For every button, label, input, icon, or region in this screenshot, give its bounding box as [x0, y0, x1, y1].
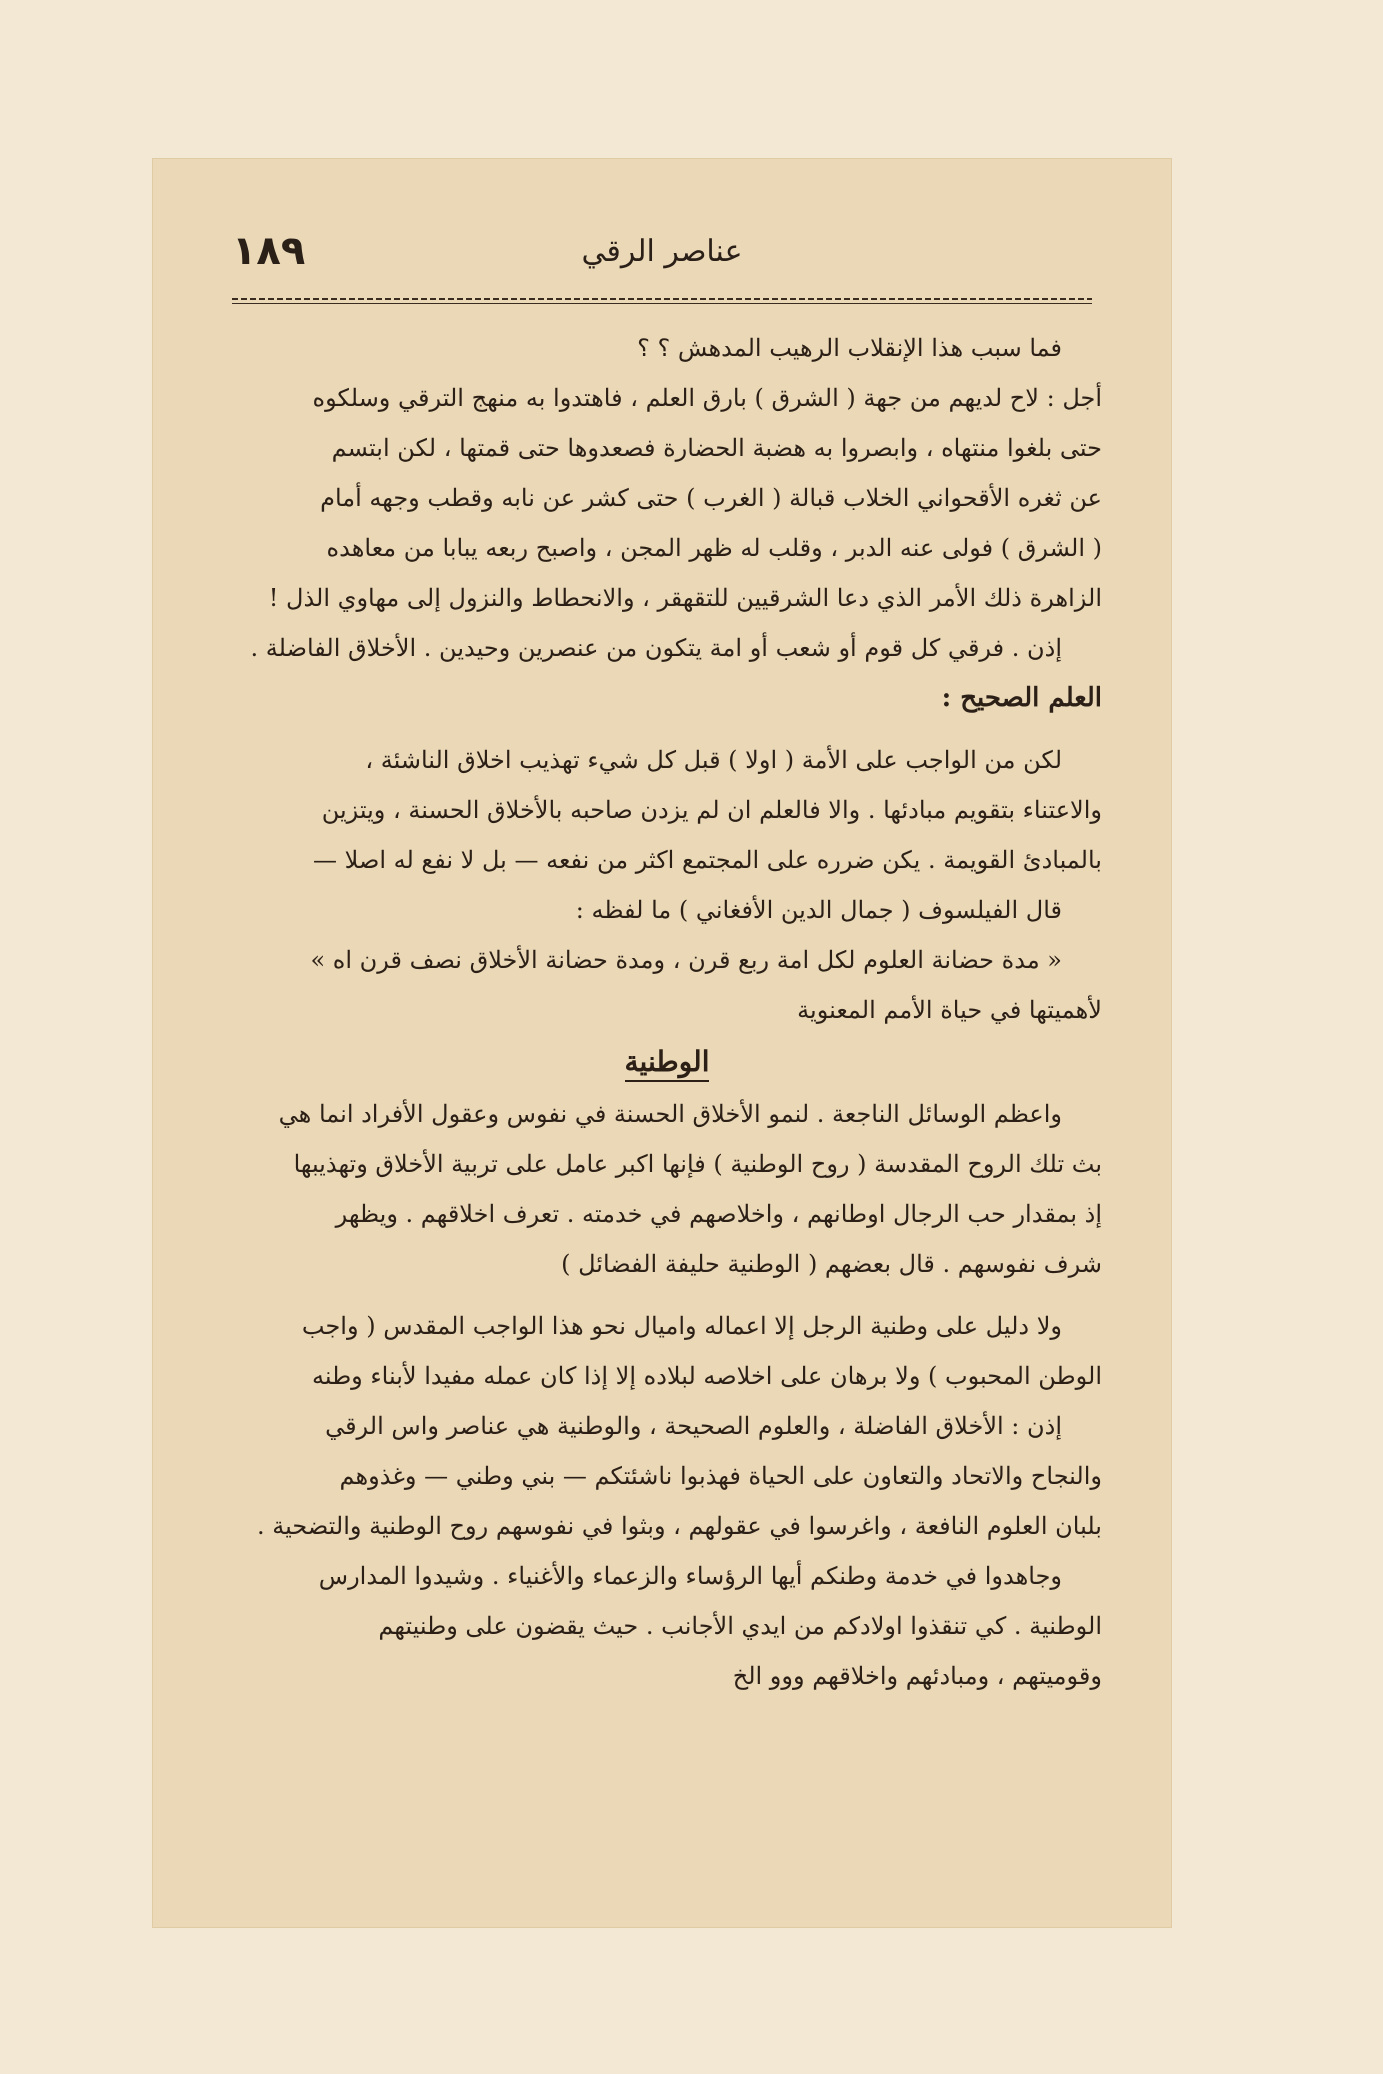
running-title: عناصر الرقي — [581, 234, 743, 269]
text-line: أجل : لاح لديهم من جهة ( الشرق ) بارق العلم ، فاهتدوا به منهج الترقي وسلكوه — [312, 384, 1102, 412]
text-line: والاعتناء بتقويم مبادئها . والا فالعلم ان لم يزدن صاحبه بالأخلاق الحسنة ، ويتزين — [321, 796, 1102, 824]
section-heading — [232, 1035, 1102, 1089]
quote-line: « مدة حضانة العلوم لكل امة ربع قرن ، ومدة حضانة الأخلاق نصف قرن اه » — [310, 946, 1062, 974]
text-line: لأهميتها في حياة الأمم المعنوية — [797, 996, 1102, 1024]
page-header — [232, 228, 1092, 288]
text-line: إذن : الأخلاق الفاضلة ، والعلوم الصحيحة ، والوطنية هي عناصر واس الرقي — [325, 1412, 1062, 1440]
text-line: وجاهدوا في خدمة وطنكم أيها الرؤساء والزعماء والأغنياء . وشيدوا المدارس — [318, 1562, 1062, 1590]
header-rule — [232, 298, 1092, 304]
text-line: لكن من الواجب على الأمة ( اولا ) قبل كل شيء تهذيب اخلاق الناشئة ، — [365, 746, 1062, 774]
page-body — [232, 323, 1102, 1701]
text-line: إذ بمقدار حب الرجال اوطانهم ، واخلاصهم في خدمته . تعرف اخلاقهم . ويظهر — [335, 1200, 1102, 1228]
text-line: قال الفيلسوف ( جمال الدين الأفغاني ) ما لفظه : — [575, 896, 1062, 924]
section-heading-text: الوطنية — [625, 1045, 710, 1082]
text-line: عن ثغره الأقحواني الخلاب قبالة ( الغرب ) حتى كشر عن نابه وقطب وجهه أمام — [320, 484, 1102, 512]
text-line: بث تلك الروح المقدسة ( روح الوطنية ) فإنها اكبر عامل على تربية الأخلاق وتهذيبها — [293, 1150, 1102, 1178]
page-number: ١٨٩ — [232, 228, 306, 274]
text-line: الزاهرة ذلك الأمر الذي دعا الشرقيين للتقهقر ، والانحطاط والنزول إلى مهاوي الذل ! — [268, 584, 1102, 612]
book-page — [152, 158, 1172, 1928]
text-line: والنجاح والاتحاد والتعاون على الحياة فهذبوا ناشئتكم — بني وطني — وغذوهم — [339, 1462, 1102, 1490]
text-line: الوطن المحبوب ) ولا برهان على اخلاصه لبلاده إلا إذا كان عمله مفيدا لأبناء وطنه — [311, 1362, 1102, 1390]
text-line: وقوميتهم ، ومبادئهم واخلاقهم ووو الخ — [732, 1662, 1102, 1690]
text-line: ولا دليل على وطنية الرجل إلا اعماله واميال نحو هذا الواجب المقدس ( واجب — [301, 1312, 1062, 1340]
text-line: ( الشرق ) فولى عنه الدبر ، وقلب له ظهر المجن ، واصبح ربعه يبابا من معاهده — [326, 534, 1102, 562]
text-line: حتى بلغوا منتهاه ، وابصروا به هضبة الحضارة فصعدوها حتى قمتها ، لكن ابتسم — [331, 434, 1102, 462]
text-line: واعظم الوسائل الناجعة . لنمو الأخلاق الحسنة في نفوس وعقول الأفراد انما هي — [278, 1100, 1062, 1128]
text-line: فما سبب هذا الإنقلاب الرهيب المدهش ؟ ؟ — [637, 334, 1062, 362]
text-line: بلبان العلوم النافعة ، واغرسوا في عقولهم ، وبثوا في نفوسهم روح الوطنية والتضحية . — [256, 1512, 1102, 1540]
text-line: إذن . فرقي كل قوم أو شعب أو امة يتكون من عنصرين وحيدين . الأخلاق الفاضلة . — [250, 634, 1062, 662]
text-line: شرف نفوسهم . قال بعضهم ( الوطنية حليفة الفضائل ) — [561, 1250, 1102, 1278]
text-line: الوطنية . كي تنقذوا اولادكم من ايدي الأجانب . حيث يقضون على وطنيتهم — [378, 1612, 1102, 1640]
text-line: بالمبادئ القويمة . يكن ضرره على المجتمع اكثر من نفعه — بل لا نفع له اصلا — — [313, 846, 1102, 874]
section-subheading: العلم الصحيح : — [941, 683, 1102, 713]
